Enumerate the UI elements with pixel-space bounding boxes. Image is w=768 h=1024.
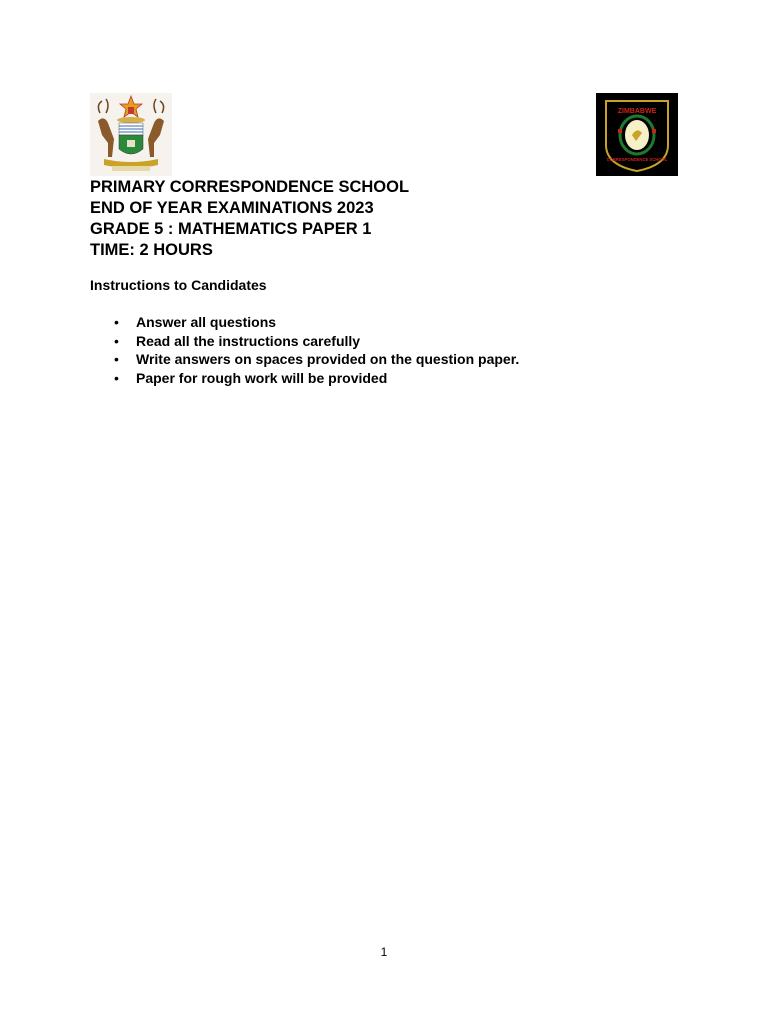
list-item: [90, 350, 519, 369]
zimbabwe-coat-of-arms-icon: [90, 93, 172, 176]
bullet-icon: •: [114, 369, 119, 386]
badge-bottom-text: CORRESPONDENCE SCHOOL: [606, 157, 668, 162]
school-name: PRIMARY CORRESPONDENCE SCHOOL: [90, 178, 410, 196]
list-item: [90, 313, 519, 332]
correspondence-school-logo: [596, 93, 678, 176]
correspondence-school-badge-icon: [596, 93, 678, 176]
instructions-list: [90, 313, 519, 387]
list-item: [90, 369, 519, 388]
coat-of-arms-logo: [90, 93, 172, 176]
instruction-text: Write answers on spaces provided on the question paper.: [136, 351, 520, 367]
exam-name: END OF YEAR EXAMINATIONS 2023: [90, 199, 374, 217]
bullet-icon: •: [114, 332, 119, 349]
bullet-icon: •: [114, 314, 119, 330]
badge-top-text: ZIMBABWE: [617, 108, 657, 115]
instruction-text: Read all the instructions carefully: [136, 332, 361, 349]
instruction-text: Answer all questions: [136, 314, 277, 330]
instructions-heading: Instructions to Candidates: [90, 277, 267, 293]
subject-paper: GRADE 5 : MATHEMATICS PAPER 1: [90, 220, 372, 238]
exam-duration: TIME: 2 HOURS: [90, 241, 213, 259]
page-number: 1: [380, 945, 388, 959]
instruction-text: Paper for rough work will be provided: [136, 369, 388, 386]
bullet-icon: •: [114, 351, 119, 367]
list-item: [90, 332, 519, 351]
exam-title-block: [90, 177, 610, 261]
